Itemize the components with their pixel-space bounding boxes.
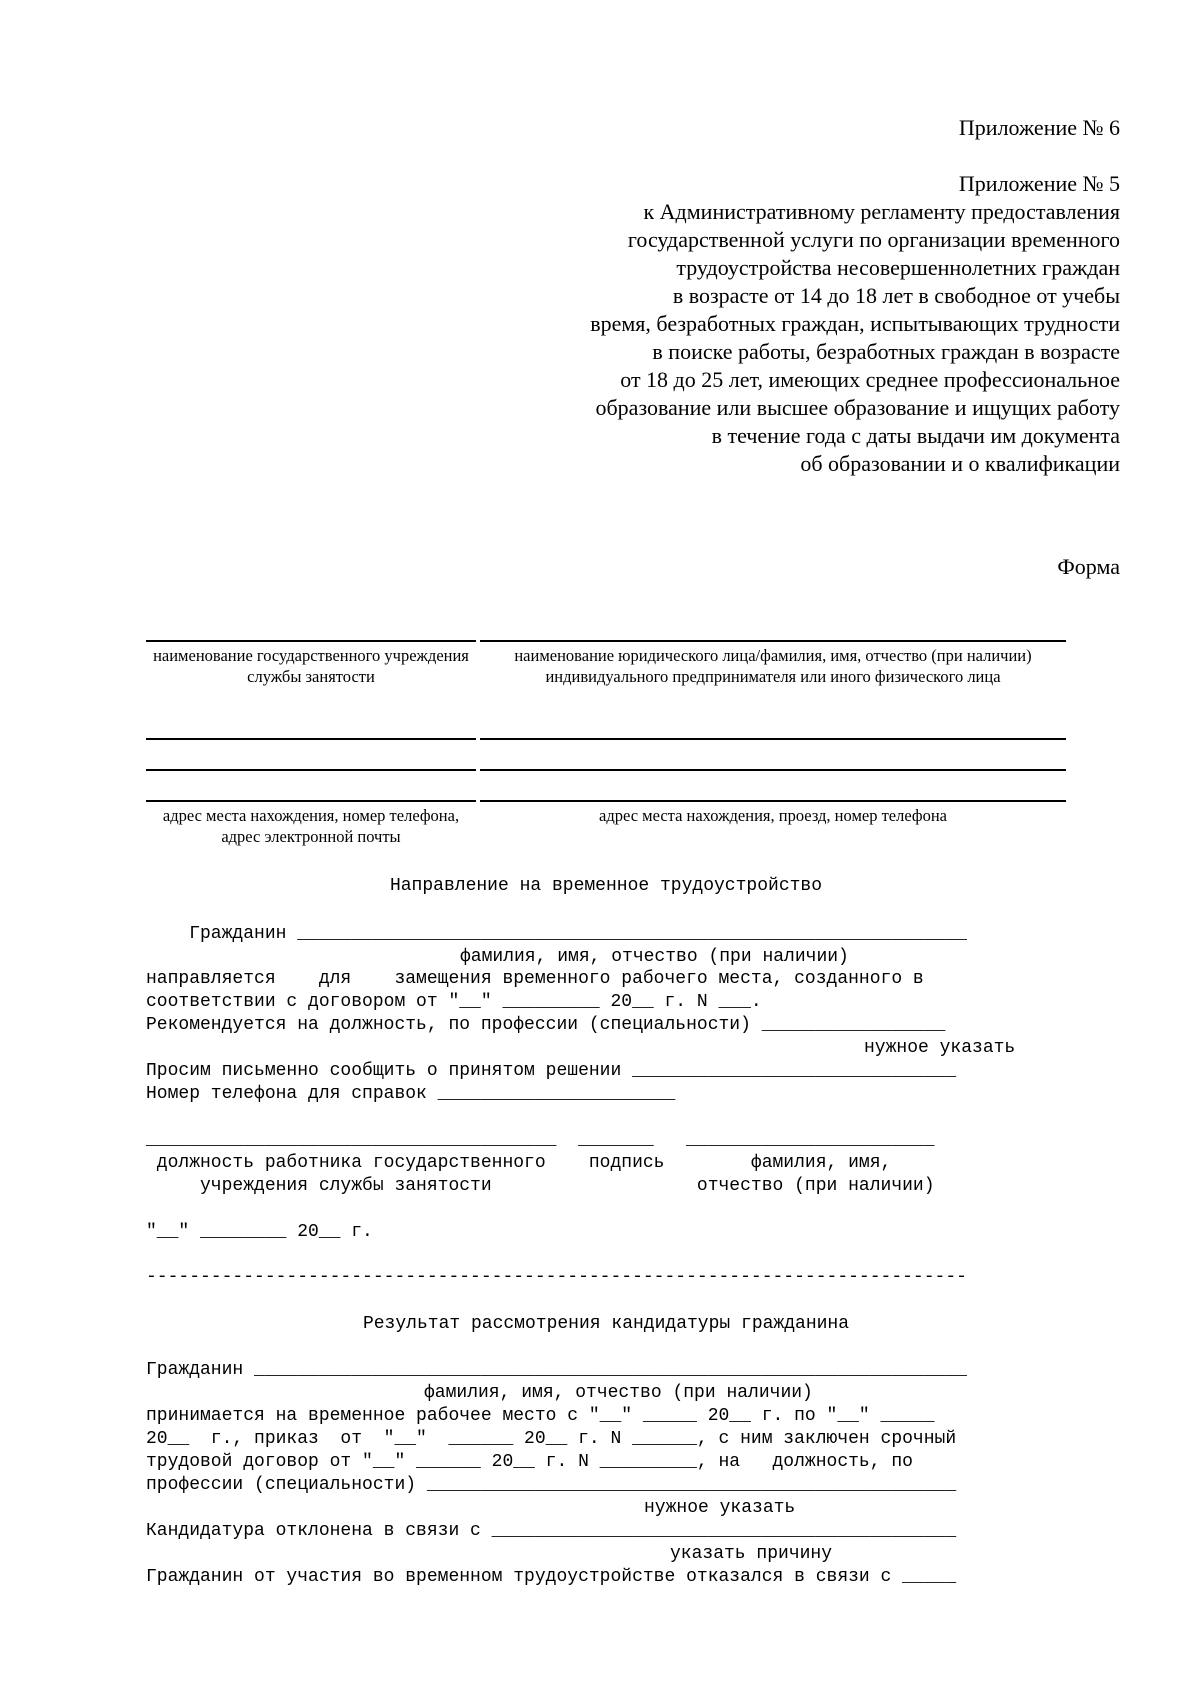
employment-service-name-line[interactable] <box>146 640 476 642</box>
appendix-6-label: Приложение № 6 <box>958 115 1120 140</box>
employment-service-line-3[interactable] <box>146 769 476 771</box>
referral-title: Направление на временное трудоустройство <box>389 876 823 896</box>
employer-name-line[interactable] <box>480 640 1066 642</box>
header-line-8: образование или высшее образование и ищущих работу <box>595 395 1120 420</box>
referral-date-field[interactable]: "__" ________ 20__ г. <box>146 1222 373 1242</box>
referral-line-1: направляется для замещения временного рабочего места, созданного в <box>146 969 924 989</box>
result-citizen-field[interactable]: Гражданин __________________________________________________________________ <box>146 1360 967 1380</box>
header-line-5: время, безработных граждан, испытывающих трудности <box>590 311 1120 336</box>
result-fio-hint: фамилия, имя, отчество (при наличии) <box>424 1383 813 1403</box>
employer-name-caption: наименование юридического лица/фамилия, имя, отчество (при наличии) индивидуального предпринимателя или иного физического лица <box>514 646 1032 686</box>
appendix-5-label: Приложение № 5 <box>958 171 1120 196</box>
header-line-2: государственной услуги по организации временного <box>627 227 1120 252</box>
employment-service-address-line[interactable] <box>146 800 476 802</box>
result-line-3[interactable]: трудовой договор от "__" ______ 20__ г. N _________, на должность, по <box>146 1452 913 1472</box>
referral-contract-line[interactable]: соответствии с договором от "__" _________ 20__ г. N ___. <box>146 992 762 1012</box>
referral-fio-hint: фамилия, имя, отчество (при наличии) <box>460 947 849 967</box>
header-line-1: к Административному регламенту предоставления <box>643 199 1120 224</box>
referral-decision-field[interactable]: Просим письменно сообщить о принятом решении ______________________________ <box>146 1061 957 1081</box>
referral-citizen-field[interactable]: Гражданин ______________________________________________________________ <box>146 924 967 944</box>
document-header <box>400 114 1120 478</box>
employment-service-address-caption: адрес места нахождения, номер телефона, адрес электронной почты <box>162 806 460 846</box>
result-rejected-field[interactable]: Кандидатура отклонена в связи с ___________________________________________ <box>146 1521 957 1541</box>
header-line-3: трудоустройства несовершеннолетних граждан <box>676 255 1120 280</box>
header-line-10: об образовании и о квалификации <box>800 451 1120 476</box>
result-reason-hint: указать причину <box>670 1544 833 1564</box>
employer-address-caption: адрес места нахождения, проезд, номер телефона <box>599 806 947 825</box>
result-refused-field[interactable]: Гражданин от участия во временном трудоустройстве отказался в связи с _____ <box>146 1567 957 1587</box>
employer-address-line[interactable] <box>480 800 1066 802</box>
employment-service-name-caption: наименование государственного учреждения службы занятости <box>153 646 469 686</box>
referral-phone-field[interactable]: Номер телефона для справок ______________________ <box>146 1084 676 1104</box>
header-line-6: в поиске работы, безработных граждан в возрасте <box>652 339 1120 364</box>
result-profession-field[interactable]: профессии (специальности) _________________________________________________ <box>146 1475 957 1495</box>
signature-labels-2: учреждения службы занятости отчество (при наличии) <box>146 1176 935 1196</box>
header-line-7: от 18 до 25 лет, имеющих среднее профессиональное <box>620 367 1120 392</box>
form-label: Форма <box>1057 554 1120 579</box>
referral-specify-hint: нужное указать <box>864 1038 1016 1058</box>
employment-service-line-2[interactable] <box>146 738 476 740</box>
signature-underlines[interactable]: ______________________________________ _______ _______________________ <box>146 1130 935 1150</box>
result-line-1[interactable]: принимается на временное рабочее место с "__" _____ 20__ г. по "__" _____ <box>146 1406 935 1426</box>
referral-position-field[interactable]: Рекомендуется на должность, по профессии (специальности) _________________ <box>146 1015 946 1035</box>
result-line-2[interactable]: 20__ г., приказ от "__" ______ 20__ г. N ______, с ним заключен срочный <box>146 1429 957 1449</box>
employer-line-2[interactable] <box>480 738 1066 740</box>
employer-line-3[interactable] <box>480 769 1066 771</box>
result-title: Результат рассмотрения кандидатуры гражданина <box>362 1314 850 1334</box>
result-specify-hint: нужное указать <box>644 1498 796 1518</box>
signature-labels: должность работника государственного подпись фамилия, имя, <box>146 1153 892 1173</box>
cut-line-divider: ---------------------------------------------------------------------------- <box>146 1267 967 1287</box>
header-line-9: в течение года с даты выдачи им документа <box>711 423 1120 448</box>
header-line-4: в возрасте от 14 до 18 лет в свободное от учебы <box>672 283 1120 308</box>
